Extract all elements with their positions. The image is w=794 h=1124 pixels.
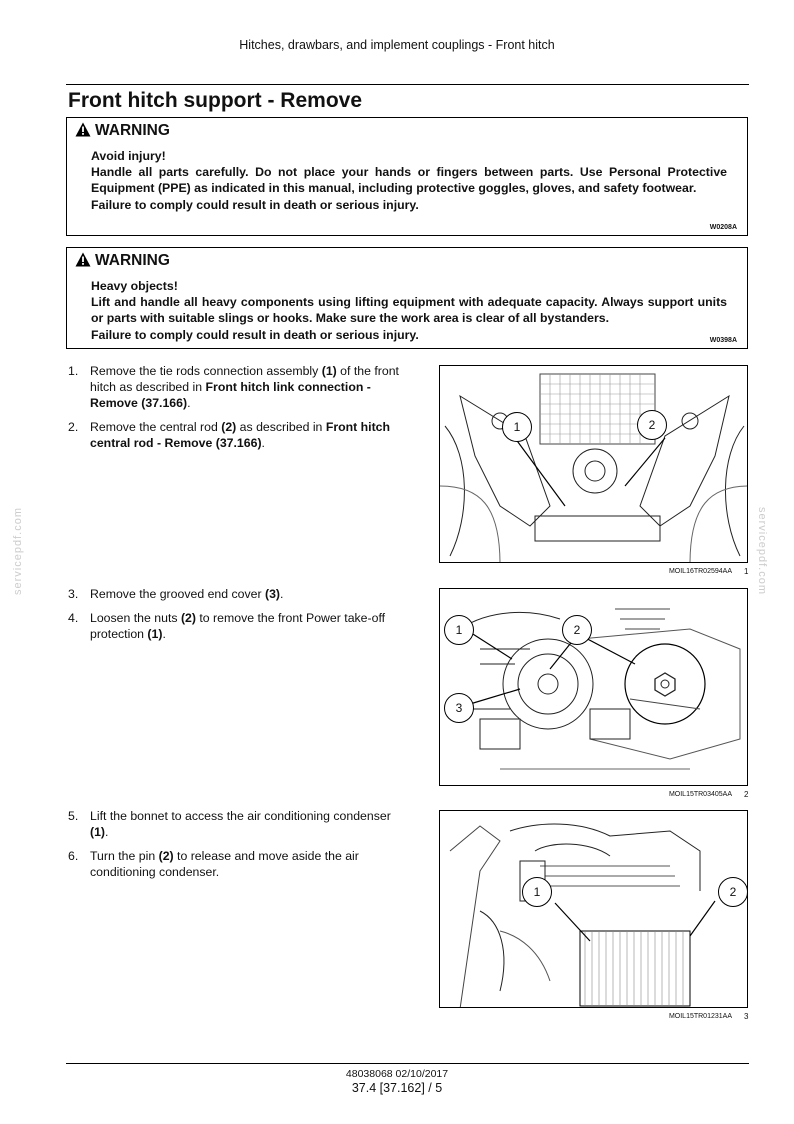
step-text-segment: to release and move aside the air conditioning condenser. <box>90 849 359 880</box>
step-text <box>90 848 410 880</box>
step-text <box>90 363 410 412</box>
step-text-segment: Remove the tie rods connection assembly <box>90 364 322 378</box>
step-text <box>90 586 410 602</box>
callout-1: 1 <box>502 412 532 442</box>
step-3 <box>68 586 410 602</box>
step-number: 3. <box>68 587 79 601</box>
figure-code: MOIL15TR03405AA <box>668 791 732 798</box>
callout-2: 2 <box>718 877 748 907</box>
step-5 <box>68 808 410 840</box>
callout-3: 3 <box>444 693 474 723</box>
callout-2: 2 <box>562 615 592 645</box>
step-text <box>90 808 410 840</box>
warning-line: Failure to comply could result in death or serious injury. <box>91 327 419 342</box>
running-head: Hitches, drawbars, and implement couplings - Front hitch <box>239 38 555 52</box>
step-text-segment: . <box>105 825 109 840</box>
step-text <box>90 419 410 451</box>
step-reference: (2) <box>158 849 174 863</box>
watermark-left: servicepdf.com <box>11 507 24 595</box>
step-text-segment: Remove the grooved end cover <box>90 587 265 601</box>
figure-number: 3 <box>744 1012 749 1021</box>
warning-heading <box>75 252 170 270</box>
page-number: 37.4 [37.162] / 5 <box>351 1081 443 1095</box>
warning-line: Lift and handle all heavy components using lifting equipment with adequate capacity. Always support units or parts with suitable slings or hooks. Make sure the work area is clear of all bystanders. <box>91 295 727 326</box>
figure-code: MOIL15TR01231AA <box>668 1013 732 1020</box>
footer-rule <box>66 1063 749 1064</box>
step-text-segment: to remove the front Power take-off protection <box>90 611 386 642</box>
step-number: 5. <box>68 809 79 823</box>
figure-front-hitch <box>439 365 748 563</box>
step-text-segment: . <box>280 587 284 601</box>
step-number: 1. <box>68 364 79 378</box>
step-reference: (2) <box>221 420 237 434</box>
warning-line: Heavy objects! <box>91 279 178 293</box>
warning-line: Avoid injury! <box>91 149 166 163</box>
figure-pto-protection <box>439 588 748 786</box>
warning-box-heavy-objects <box>66 247 748 349</box>
warning-triangle-icon <box>75 122 91 137</box>
step-number: 6. <box>68 849 79 863</box>
step-4 <box>68 610 410 642</box>
step-text <box>90 610 410 642</box>
step-reference: Front hitch central rod - Remove (37.166) <box>90 420 391 451</box>
warning-code: W0398A <box>709 337 737 344</box>
figure-code: MOIL16TR02594AA <box>668 568 732 575</box>
step-text-segment: . <box>261 436 265 451</box>
step-text-segment: of the front hitch as described in <box>90 364 399 395</box>
step-text-segment: as described in <box>236 420 326 434</box>
callout-1: 1 <box>522 877 552 907</box>
warning-line: Failure to comply could result in death or serious injury. <box>91 197 419 212</box>
warning-line: Handle all parts carefully. Do not place your hands or fingers between parts. Use Personal Protective Equipment (PPE) as indicated in this manual, including protective goggles, gloves, and safety footwear. <box>91 165 727 196</box>
step-text-segment: Lift the bonnet to access the air conditioning condenser <box>90 809 391 823</box>
step-text-segment: . <box>187 396 191 411</box>
step-reference: (1) <box>90 825 106 840</box>
step-text-segment: Loosen the nuts <box>90 611 181 625</box>
step-text-segment: Turn the pin <box>90 849 159 863</box>
step-reference: (1) <box>321 364 337 378</box>
warning-box-injury <box>66 117 748 236</box>
header-rule <box>66 84 749 85</box>
warning-code: W0208A <box>709 224 737 231</box>
page-title: Front hitch support - Remove <box>68 89 362 112</box>
figure-number: 2 <box>744 790 749 799</box>
warning-label: WARNING <box>95 122 170 139</box>
step-number: 4. <box>68 611 79 625</box>
step-reference: Front hitch link connection - Remove (37.166) <box>90 380 371 411</box>
pto-protection-illustration <box>440 589 748 786</box>
front-hitch-illustration <box>440 366 748 563</box>
step-2 <box>68 419 410 451</box>
document-id: 48038068 02/10/2017 <box>345 1068 449 1080</box>
figure-number: 1 <box>744 567 749 576</box>
step-text-segment: . <box>162 627 166 642</box>
warning-heading <box>75 122 170 140</box>
step-text-segment: Remove the central rod <box>90 420 222 434</box>
step-6 <box>68 848 410 880</box>
warning-triangle-icon <box>75 252 91 267</box>
watermark-right: servicepdf.com <box>755 507 768 595</box>
step-reference: (2) <box>180 611 196 625</box>
step-reference: (3) <box>265 587 281 601</box>
step-number: 2. <box>68 420 79 434</box>
figure-ac-condenser <box>439 810 748 1008</box>
callout-1: 1 <box>444 615 474 645</box>
ac-condenser-illustration <box>440 811 748 1008</box>
warning-label: WARNING <box>95 252 170 269</box>
callout-2: 2 <box>637 410 667 440</box>
step-1 <box>68 363 410 412</box>
step-reference: (1) <box>147 627 163 642</box>
